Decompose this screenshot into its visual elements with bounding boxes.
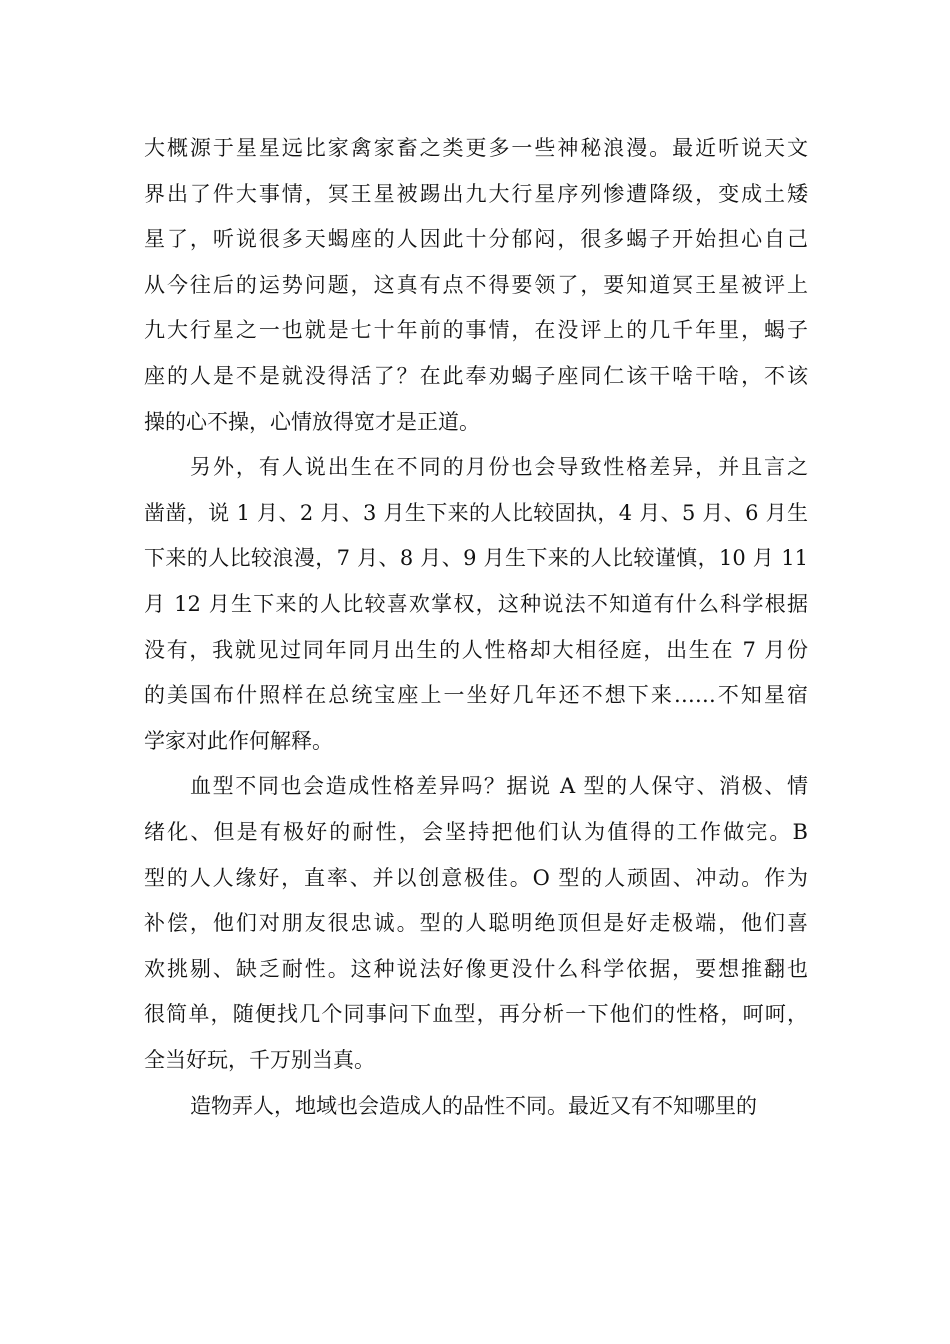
text-line: 学家对此作何解释。	[144, 728, 333, 753]
text-line: 凿凿，说 1 月、2 月、3 月生下来的人比较固执，4 月、5 月、6 月生	[144, 500, 808, 525]
text-line: 从今往后的运势问题，这真有点不得要领了，要知道冥王星被评上	[144, 272, 808, 297]
text-line: 九大行星之一也就是七十年前的事情，在没评上的几千年里，蝎子	[144, 318, 808, 343]
text-line: 没有，我就见过同年同月出生的人性格却大相径庭，出生在 7 月份	[144, 637, 808, 662]
text-line: 血型不同也会造成性格差异吗？据说 A 型的人保守、消极、情	[190, 774, 808, 799]
text-line: 座的人是不是就没得活了？在此奉劝蝎子座同仁该干啥干啥，不该	[144, 364, 808, 388]
text-line: 操的心不操，心情放得宽才是正道。	[144, 409, 480, 434]
text-line: 另外，有人说出生在不同的月份也会导致性格差异，并且言之	[190, 455, 808, 480]
text-line: 型的人人缘好，直率、并以创意极佳。O 型的人顽固、冲动。作为	[144, 865, 808, 890]
text-line: 很简单，随便找几个同事问下血型，再分析一下他们的性格，呵呵，	[144, 1002, 808, 1027]
text-line: 界出了件大事情，冥王星被踢出九大行星序列惨遭降级，变成土矮	[144, 181, 808, 206]
text-line: 的美国布什照样在总统宝座上一坐好几年还不想下来……不知星宿	[144, 683, 808, 708]
text-line: 星了，听说很多天蝎座的人因此十分郁闷，很多蝎子开始担心自己	[144, 227, 808, 252]
text-line: 造物弄人，地域也会造成人的品性不同。最近又有不知哪里的	[190, 1093, 757, 1118]
text-line: 欢挑剔、缺乏耐性。这种说法好像更没什么科学依据，要想推翻也	[144, 956, 808, 981]
text-line: 月 12 月生下来的人比较喜欢掌权，这种说法不知道有什么科学根据	[144, 592, 808, 616]
text-line: 补偿，他们对朋友很忠诚。型的人聪明绝顶但是好走极端，他们喜	[144, 911, 808, 936]
text-line: 大概源于星星远比家禽家畜之类更多一些神秘浪漫。最近听说天文	[144, 136, 808, 160]
text-line: 全当好玩，千万别当真。	[144, 1048, 375, 1072]
text-line: 绪化、但是有极好的耐性，会坚持把他们认为值得的工作做完。B	[144, 820, 808, 844]
text-line: 下来的人比较浪漫，7 月、8 月、9 月生下来的人比较谨慎，10 月 11	[144, 546, 808, 571]
